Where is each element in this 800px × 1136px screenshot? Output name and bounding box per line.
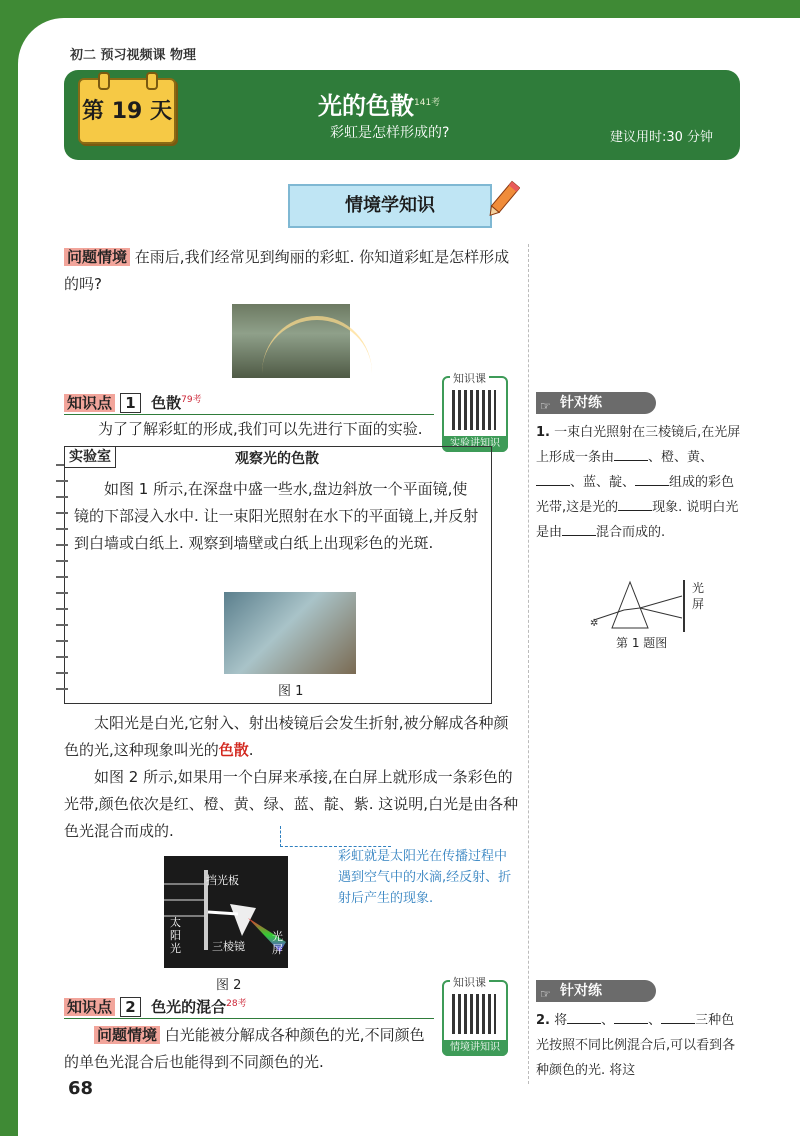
page-number: 68 bbox=[68, 1078, 94, 1099]
qr-code-1[interactable] bbox=[442, 370, 508, 450]
rainbow-photo bbox=[232, 304, 350, 378]
dispersion-term: 色散 bbox=[218, 741, 249, 759]
intro-paragraph bbox=[64, 244, 520, 298]
kp1-lead: 为了了解彩虹的形成,我们可以先进行下面的实验. bbox=[98, 420, 423, 438]
screen-label-q1: 光屏 bbox=[692, 581, 705, 611]
blank[interactable] bbox=[635, 471, 669, 486]
lab-tag: 实验室 bbox=[64, 446, 116, 468]
kp2-badge: 知识点 bbox=[64, 998, 115, 1016]
figure-1-photo bbox=[224, 592, 356, 674]
series-label: 初二 预习视频课 物理 bbox=[70, 48, 197, 63]
hand-icon: ☞ bbox=[540, 399, 551, 413]
practice-1-figure-caption: 第 1 题图 bbox=[616, 636, 668, 650]
page bbox=[18, 18, 800, 1136]
qr1-cap: 知识课 bbox=[450, 370, 489, 386]
page-subtitle: 彩虹是怎样形成的? bbox=[330, 125, 450, 141]
screen-label: 光屏 bbox=[272, 930, 283, 956]
qr1-code-icon bbox=[452, 390, 496, 430]
practice-1-figure bbox=[590, 576, 710, 640]
day-label: 第 19 天 bbox=[82, 99, 172, 124]
kp2-underline bbox=[64, 1018, 434, 1019]
practice-1-heading: ☞ 针对练 bbox=[536, 392, 656, 414]
qr2-cap: 知识课 bbox=[450, 974, 489, 990]
kp2-tag: 问题情境 bbox=[94, 1026, 160, 1044]
practice-2-question: 2. 将 、 、 三种色光按照不同比例混合后,可以看到各种颜色的光. 将这 bbox=[536, 1008, 742, 1083]
intro-text: 在雨后,我们经常见到绚丽的彩虹. 你知道彩虹是怎样形成的吗? bbox=[64, 248, 510, 293]
callout-connector bbox=[280, 826, 391, 847]
blank[interactable] bbox=[661, 1009, 695, 1024]
sunlight-label: 太阳光 bbox=[170, 916, 181, 955]
dispersion-paragraph: 太阳光是白光,它射入、射出棱镜后会发生折射,被分解成各种颜色的光,这种现象叫光的色散. bbox=[64, 714, 509, 759]
blank[interactable] bbox=[618, 496, 652, 511]
figure-2-caption: 图 2 bbox=[216, 978, 242, 993]
qr2-code-icon bbox=[452, 994, 496, 1034]
blank[interactable] bbox=[614, 1009, 648, 1024]
lab-title: 观察光的色散 bbox=[235, 451, 319, 467]
scenario-tag: 问题情境 bbox=[64, 248, 130, 266]
qr-code-2[interactable] bbox=[442, 974, 508, 1054]
kp2-ref: 28考 bbox=[226, 999, 247, 1009]
kp1-underline bbox=[64, 414, 434, 415]
kp1-title: 色散 bbox=[151, 394, 182, 412]
day-calendar-badge bbox=[78, 78, 176, 144]
kp2-num: 2 bbox=[120, 997, 140, 1017]
title-ref: 141考 bbox=[414, 98, 441, 108]
section-heading: 情境学知识 bbox=[288, 184, 492, 228]
kp2-title: 色光的混合 bbox=[151, 998, 227, 1016]
practice-2-heading: ☞ 针对练 bbox=[536, 980, 656, 1002]
knowledge-point-1 bbox=[64, 392, 434, 413]
spectrum-paragraph: 如图 2 所示,如果用一个白屏来承接,在白屏上就形成一条彩色的光带,颜色依次是红、橙、黄、绿、蓝、靛、紫. 这说明,白光是由各种色光混合而成的. bbox=[64, 768, 519, 840]
column-divider bbox=[528, 244, 529, 1084]
figure-1-caption: 图 1 bbox=[278, 684, 304, 699]
kp2-paragraph bbox=[64, 1022, 434, 1076]
pencil-icon bbox=[486, 178, 520, 226]
svg-text:✲: ✲ bbox=[590, 618, 599, 629]
blank[interactable] bbox=[567, 1009, 601, 1024]
baffle-label: 挡光板 bbox=[206, 874, 239, 887]
hand-icon: ☞ bbox=[540, 987, 551, 1001]
kp1-num: 1 bbox=[120, 393, 140, 413]
page-title: 光的色散$^{141考}$ bbox=[318, 92, 441, 120]
time-hint: 建议用时:30 分钟 bbox=[610, 130, 714, 145]
qr2-foot: 情境讲知识 bbox=[442, 1040, 508, 1056]
blank[interactable] bbox=[614, 446, 648, 461]
rainbow-callout: 彩虹就是太阳光在传播过程中遇到空气中的水滴,经反射、折射后产生的现象. bbox=[338, 849, 512, 906]
qr1-foot: 实验讲知识 bbox=[442, 436, 508, 452]
blank[interactable] bbox=[562, 521, 596, 536]
spiral-binding bbox=[56, 456, 68, 696]
practice-1-question: 1. 一束白光照射在三棱镜后,在光屏上形成一条由 、橙、黄、、蓝、靛、 组成的彩色光带,这是光的 现象. 说明白光是由 混合而成的. bbox=[536, 425, 741, 540]
kp1-ref: 79考 bbox=[181, 395, 202, 405]
lab-body: 如图 1 所示,在深盘中盛一些水,盘边斜放一个平面镜,使镜的下部浸入水中. 让一束阳光照射在水下的平面镜上,并反射到白墙或白纸上. 观察到墙壁或白纸上出现彩色的光斑. bbox=[74, 480, 479, 552]
prism-label: 三棱镜 bbox=[212, 940, 245, 953]
kp2-text: 白光能被分解成各种颜色的光,不同颜色的单色光混合后也能得到不同颜色的光. bbox=[64, 1026, 425, 1071]
kp1-badge: 知识点 bbox=[64, 394, 115, 412]
knowledge-point-2 bbox=[64, 996, 434, 1017]
blank[interactable] bbox=[536, 471, 570, 486]
figure-2-diagram bbox=[164, 856, 288, 968]
